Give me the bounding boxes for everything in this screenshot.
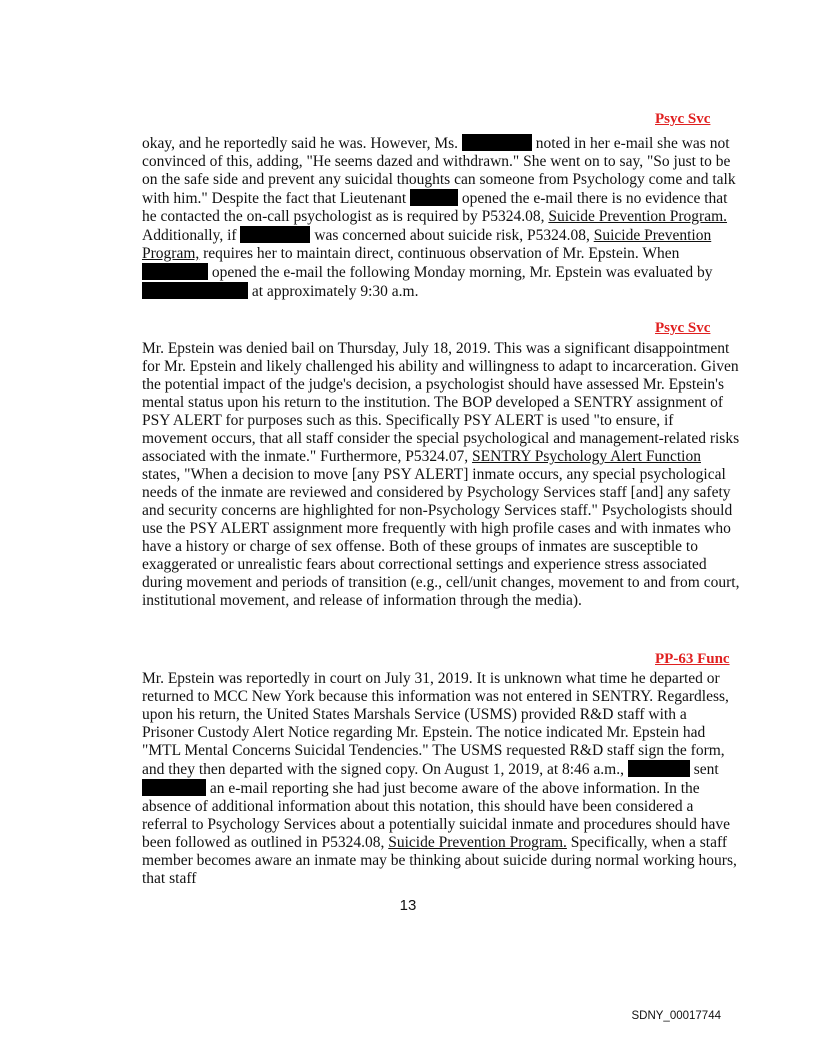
text: states, "When a decision to move [any PSY ALERT] inmate occurs, any special psychological needs of the inmate are reviewed and considered by Psychology Services staff [and] any safety and security concerns are highlighted for non-Psychology Services staff." Psychologists should use the PSY ALERT assignment more frequently with high profile cases and with inmates who have a history or charge of sex offense. Both of these groups of inmates are susceptible to exaggerated or unrealistic fears about correctional settings and experience stress associated during movement and periods of transition (e.g., cell/unit changes, movement to and from court, institutional movement, and release of information through the media). <box>142 466 740 609</box>
redaction-box <box>410 189 458 206</box>
redaction-box <box>462 134 532 151</box>
text: at approximately 9:30 a.m. <box>251 283 419 300</box>
redaction-box <box>240 226 310 243</box>
text: requires her to maintain direct, continuous observation of Mr. Epstein. When <box>203 245 680 262</box>
redaction-box <box>628 760 690 777</box>
text: an e-mail reporting she had just become aware of the above information. In the absence of additional information about this notation, this should have been considered a referral to Psychology Services about a potentially suicidal inmate and procedures should have been followed as outlined in P5324.08, <box>142 780 730 851</box>
margin-tag-pp63-func: PP-63 Func <box>655 651 730 667</box>
policy-title: Suicide Prevention Program. <box>548 208 728 225</box>
paragraph-3 <box>142 670 742 888</box>
text: Mr. Epstein was denied bail on Thursday, July 18, 2019. This was a significant disappointment for Mr. Epstein and likely challenged his ability and willingness to adapt to incarceration. Given the potential impact of the judge's decision, a psychologist should have assessed Mr. Epstein's mental status upon his return to the institution. The BOP developed a SENTRY assignment of PSY ALERT for purposes such as this. Specifically PSY ALERT is used "to ensure, if movement occurs, that all staff consider the special psychological and management-related risks associated with the inmate." Furthermore, P5324.07, <box>142 340 740 465</box>
text: noted in her e-mail she was not convinced of this, adding, "He seems dazed and withdrawn." She went on to say, "So just to be on the safe side and prevent any suicidal thoughts can someone from Psychology come and talk with him." Despite the fact that Lieutenant <box>142 135 736 207</box>
text: Specifically, when a staff member becomes aware an inmate may be thinking about suicide during normal working hours, that staff <box>142 834 737 887</box>
page-number: 13 <box>399 897 417 914</box>
text: Mr. Epstein was reportedly in court on July 31, 2019. It is unknown what time he departed or returned to MCC New York because this information was not entered in SENTRY. Regardless, upon his return, the United States Marshals Service (USMS) provided R&D staff with a Prisoner Custody Alert Notice regarding Mr. Epstein. The notice indicated Mr. Epstein had "MTL Mental Concerns Suicidal Tendencies." The USMS requested R&D staff sign the form, and they then departed with the signed copy. On August 1, 2019, at 8:46 a.m., <box>142 670 729 778</box>
paragraph-2 <box>142 340 742 610</box>
text: Additionally, if <box>142 227 237 244</box>
policy-title: Suicide Prevention Program, <box>142 227 712 262</box>
text: opened the e-mail the following Monday morning, Mr. Epstein was evaluated by <box>211 264 713 281</box>
policy-title: Suicide Prevention Program. <box>388 834 567 851</box>
redaction-box <box>142 263 208 280</box>
redaction-box <box>142 779 206 796</box>
redaction-box <box>142 282 248 299</box>
bates-number: SDNY_00017744 <box>631 1010 721 1022</box>
text: was concerned about suicide risk, P5324.08, <box>314 227 590 244</box>
text: sent <box>693 761 719 778</box>
paragraph-1 <box>142 134 742 301</box>
text: opened the e-mail there is no evidence that he contacted the on-call psychologist as is required by P5324.08, <box>142 190 728 225</box>
policy-title: SENTRY Psychology Alert Function <box>472 448 701 465</box>
text: okay, and he reportedly said he was. However, Ms. <box>142 135 459 152</box>
margin-tag-psyc-svc: Psyc Svc <box>655 111 711 127</box>
margin-tag-psyc-svc: Psyc Svc <box>655 320 711 336</box>
